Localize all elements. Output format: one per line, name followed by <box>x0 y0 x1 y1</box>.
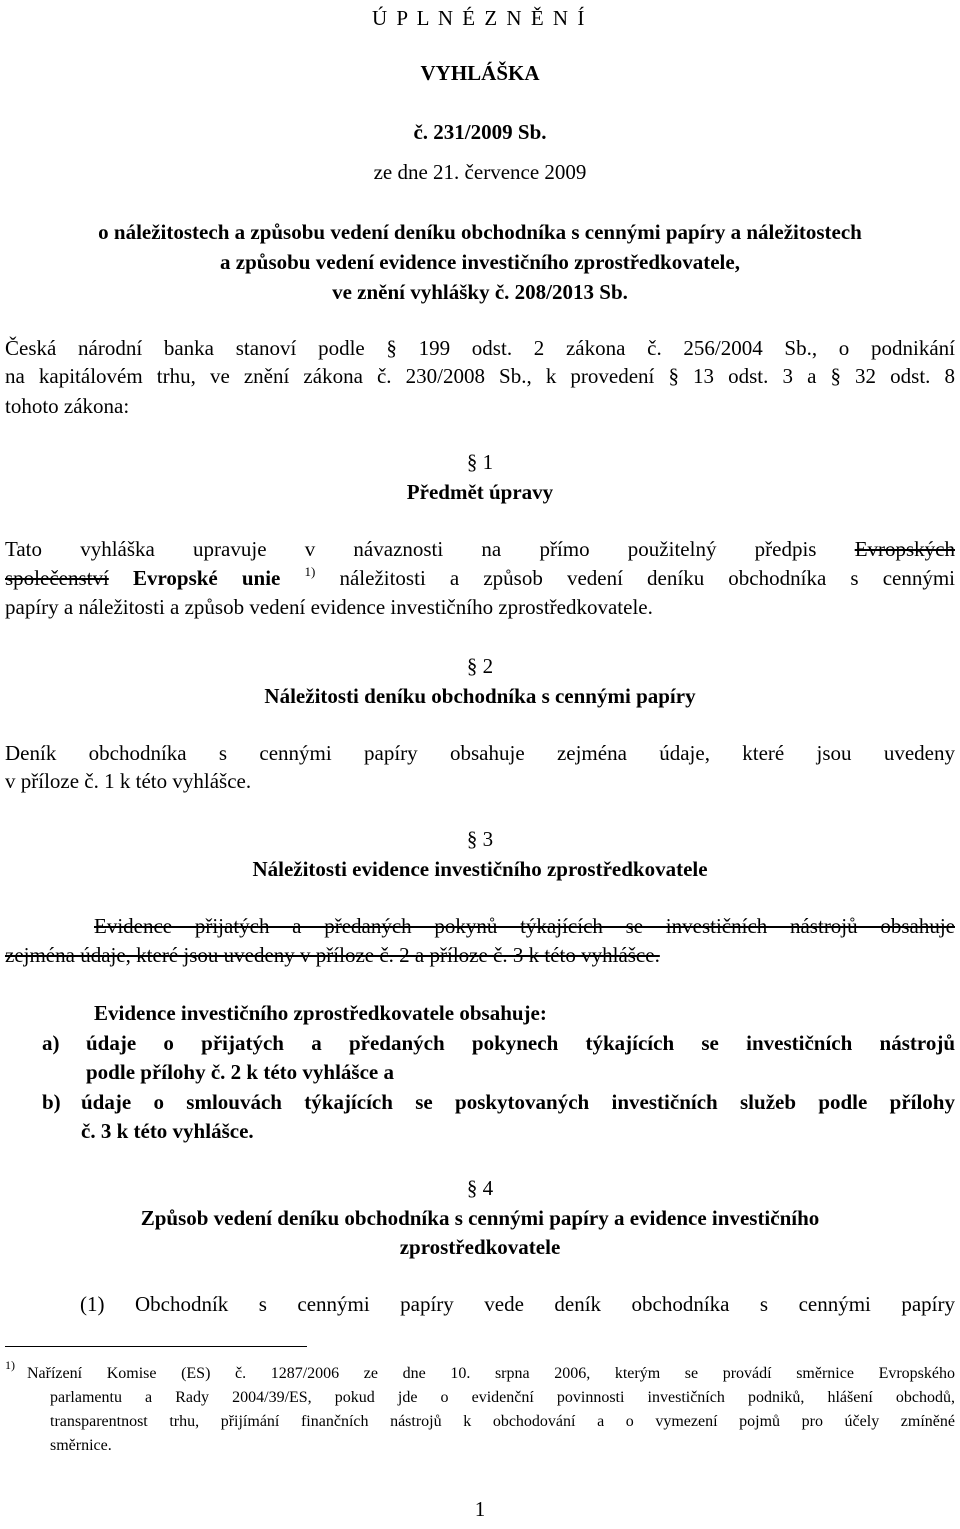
footnote-line-1: Nařízení Komise (ES) č. 1287/2006 ze dne 10. srpna 2006, kterým se provádí směrnice Evropského <box>27 1365 955 1382</box>
section-1-eu-group <box>133 566 315 590</box>
doc-title-line-3: ve znění vyhlášky č. 208/2013 Sb. <box>332 280 628 304</box>
section-1-line-1-text: Tato vyhláška upravuje v návaznosti na přímo použitelný předpis <box>5 537 817 561</box>
section-1-line-2 <box>5 564 956 590</box>
section-2-line-1: Deník obchodníka s cennými papíry obsahuje zejména údaje, které jsou uvedeny <box>5 741 955 765</box>
section-1-struck-word-2: společenství <box>5 566 109 590</box>
section-3-title: Náležitosti evidence investičního zprostředkovatele <box>252 857 708 881</box>
section-2-line-2: v příloze č. 1 k této vyhlášce. <box>5 769 252 793</box>
footnote-mark: 1) <box>5 1358 15 1372</box>
section-1-number: § 1 <box>466 450 494 474</box>
section-2-title: Náležitosti deníku obchodníka s cennými papíry <box>264 684 696 708</box>
section-3-struck-line-1: Evidence přijatých a předaných pokynů týkajících se investičních nástrojů obsahuje <box>94 914 955 938</box>
footnote-separator <box>5 1346 307 1347</box>
doc-number: č. 231/2009 Sb. <box>413 120 547 144</box>
section-3-number: § 3 <box>466 827 494 851</box>
section-1-line-1 <box>5 539 955 560</box>
section-1-line-3: papíry a náležitosti a způsob vedení evidence investičního zprostředkovatele. <box>5 595 653 619</box>
section-1-title: Předmět úpravy <box>406 480 554 504</box>
section-4-title-line-2: zprostředkovatele <box>399 1235 561 1259</box>
section-1-struck-word-1: Evropských <box>854 537 956 561</box>
section-4-title-line-1: Způsob vedení deníku obchodníka s cennými papíry a evidence investičního <box>140 1206 820 1230</box>
footnote-ref-1: 1) <box>304 564 316 579</box>
full-text-label: Ú P L N É Z N Ě N Í <box>372 6 587 30</box>
item-a-label: a) <box>42 1031 60 1055</box>
item-b-line-2: č. 3 k této vyhlášce. <box>81 1119 254 1143</box>
doc-title-line-1: o náležitostech a způsobu vedení deníku obchodníka s cennými papíry a náležitostech <box>98 220 862 244</box>
footnote-line-2: parlamentu a Rady 2004/39/ES, pokud jde o evidenční povinnosti investičních podniků, hlášení obchodů, <box>50 1389 955 1406</box>
preamble-line-2: na kapitálovém trhu, ve znění zákona č. 230/2008 Sb., k provedení § 13 odst. 3 a § 32 odst. 8 <box>5 364 955 388</box>
item-b-label: b) <box>42 1090 61 1114</box>
section-4-number: § 4 <box>466 1176 494 1200</box>
section-4-paragraph-1: (1) Obchodník s cennými papíry vede deník obchodníka s cennými papíry <box>80 1292 955 1316</box>
section-1-line-2-text: náležitosti a způsob vedení deníku obchodníka s cennými <box>339 566 956 590</box>
page-number: 1 <box>474 1497 486 1521</box>
section-1-inserted-eu: Evropské unie <box>132 566 281 590</box>
footnote-line-3: transparentnost trhu, přijímání finančních nástrojů k obchodování a o vymezení pojmů pro účely zmíněné <box>50 1413 955 1430</box>
doc-title-line-2: a způsobu vedení evidence investičního zprostředkovatele, <box>220 250 740 274</box>
item-a-line-2: podle přílohy č. 2 k této vyhlášce a <box>86 1060 394 1084</box>
footnote-line-4: směrnice. <box>50 1437 112 1454</box>
item-b-line-1: údaje o smlouvách týkajících se poskytovaných investičních služeb podle přílohy <box>81 1090 955 1114</box>
doc-type: VYHLÁŠKA <box>420 61 540 85</box>
item-a-line-1: údaje o přijatých a předaných pokynech týkajících se investičních nástrojů <box>86 1031 955 1055</box>
preamble-line-1: Česká národní banka stanoví podle § 199 odst. 2 zákona č. 256/2004 Sb., o podnikání <box>5 336 955 360</box>
doc-date: ze dne 21. července 2009 <box>373 160 587 184</box>
preamble-line-3: tohoto zákona: <box>5 394 130 418</box>
section-3-struck-line-2: zejména údaje, které jsou uvedeny v příloze č. 2 a příloze č. 3 k této vyhlášce. <box>5 943 660 967</box>
section-2-number: § 2 <box>466 654 494 678</box>
section-3-intro: Evidence investičního zprostředkovatele obsahuje: <box>94 1001 547 1025</box>
